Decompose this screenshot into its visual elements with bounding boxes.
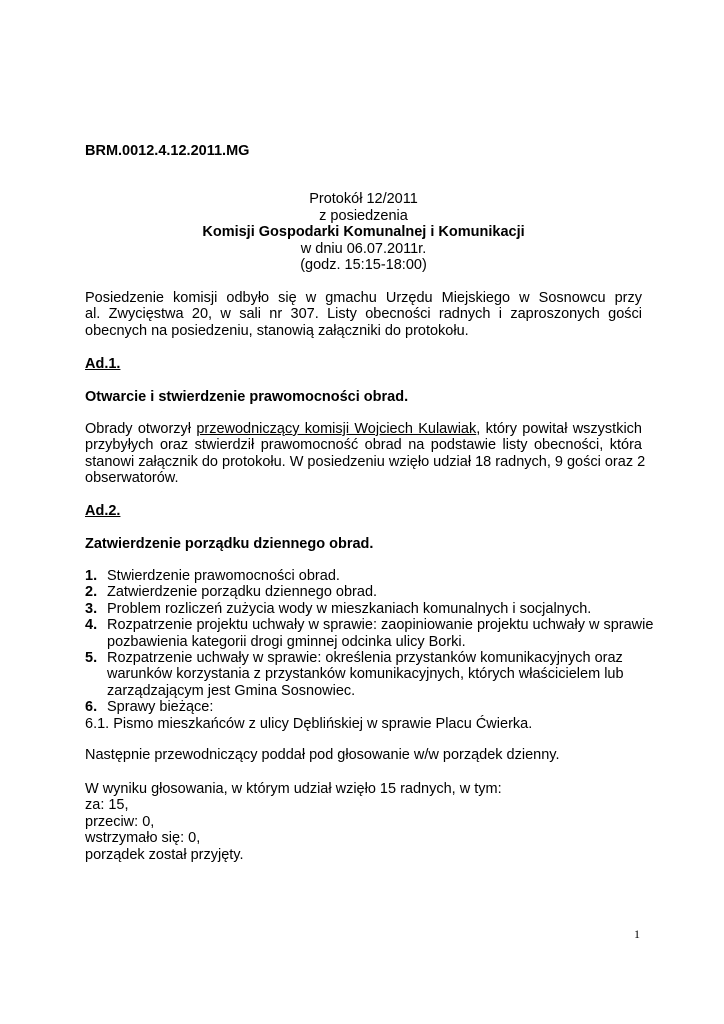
agenda-item-number: 2. <box>85 584 98 601</box>
agenda-subitem: 6.1. Pismo mieszkańców z ulicy Dęblińskiej w sprawie Placu Ćwierka. <box>85 715 533 732</box>
agenda-item-text: Rozpatrzenie uchwały w sprawie: określenia przystanków komunikacyjnych oraz <box>107 650 623 667</box>
protocol-title-block <box>85 191 642 274</box>
chairman-name: przewodniczący komisji Wojciech Kulawiak <box>196 421 477 437</box>
ad1-line <box>85 421 642 437</box>
agenda-item-number: 3. <box>85 600 98 617</box>
agenda-item <box>85 650 642 699</box>
intro-paragraph <box>85 290 642 339</box>
meeting-hours: (godz. 15:15-18:00) <box>300 257 427 273</box>
agenda-item <box>85 568 642 584</box>
intro-line: Posiedzenie komisji odbyło się w gmachu Urzędu Miejskiego w Sosnowcu przy <box>85 290 642 306</box>
agenda-item-text: Problem rozliczeń zużycia wody w mieszkaniach komunalnych i socjalnych. <box>107 600 592 617</box>
agenda-item-text: Sprawy bieżące: <box>107 699 214 716</box>
ad1-line-start: Obrady otworzył <box>85 421 197 437</box>
vote-abstain: wstrzymało się: 0, <box>85 830 201 847</box>
vote-line: W wyniku głosowania, w którym udział wzięło 15 radnych, w tym: <box>85 781 502 797</box>
agenda-item-number: 1. <box>85 568 98 584</box>
agenda-item-text: Rozpatrzenie projektu uchwały w sprawie: zaopiniowanie projektu uchwały w sprawie <box>107 617 654 634</box>
ad2-heading: Zatwierdzenie porządku dziennego obrad. <box>85 536 374 552</box>
agenda-item-text: warunków korzystania z przystanków komunikacyjnych, których właścicielem lub <box>107 666 624 683</box>
ad1-line: obserwatorów. <box>85 470 179 487</box>
agenda-item <box>85 584 642 600</box>
ad2-label: Ad.2. <box>85 503 121 519</box>
agenda-list <box>85 568 654 732</box>
agenda-item <box>85 699 642 715</box>
protocol-number: Protokół 12/2011 <box>309 191 418 207</box>
ad1-label: Ad.1. <box>85 356 121 372</box>
ad1-line-end: , który powitał wszystkich <box>476 421 642 437</box>
ad1-line: stanowi załącznik do protokołu. W posiedzeniu wzięło udział 18 radnych, 9 gości oraz 2 <box>85 453 646 470</box>
committee-name: Komisji Gospodarki Komunalnej i Komunikacji <box>202 224 525 240</box>
agenda-item-number: 6. <box>85 699 98 716</box>
ad1-line: przybyłych oraz stwierdził prawomocność obrad na podstawie listy obecności, która <box>85 437 642 454</box>
agenda-item-text: Zatwierdzenie porządku dziennego obrad. <box>107 584 378 601</box>
document-reference: BRM.0012.4.12.2011.MG <box>85 143 250 159</box>
meeting-date: w dniu 06.07.2011r. <box>300 240 427 257</box>
ad1-heading: Otwarcie i stwierdzenie prawomocności obrad. <box>85 389 409 405</box>
agenda-item <box>85 617 654 650</box>
agenda-item-number: 5. <box>85 650 98 667</box>
vote-for: za: 15, <box>85 797 129 814</box>
ad1-paragraph <box>85 421 646 487</box>
protocol-subtitle: z posiedzenia <box>319 207 408 224</box>
agenda-item-number: 4. <box>85 617 98 634</box>
intro-line: al. Zwycięstwa 20, w sali nr 307. Listy obecności radnych i zaproszonych gości <box>85 306 642 323</box>
vote-result <box>85 781 642 863</box>
vote-conclusion: porządek został przyjęty. <box>85 846 244 863</box>
agenda-item-text: zarządzającym jest Gmina Sosnowiec. <box>107 682 356 699</box>
agenda-item-text: Stwierdzenie prawomocności obrad. <box>107 568 340 584</box>
agenda-item <box>85 601 642 617</box>
intro-line: obecnych na posiedzeniu, stanowią załączniki do protokołu. <box>85 322 469 339</box>
agenda-item-text: pozbawienia kategorii drogi gminnej odcinka ulicy Borki. <box>107 633 466 650</box>
vote-intro: Następnie przewodniczący poddał pod głosowanie w/w porządek dzienny. <box>85 747 560 763</box>
page-number: 1 <box>634 927 640 941</box>
vote-against: przeciw: 0, <box>85 813 155 830</box>
